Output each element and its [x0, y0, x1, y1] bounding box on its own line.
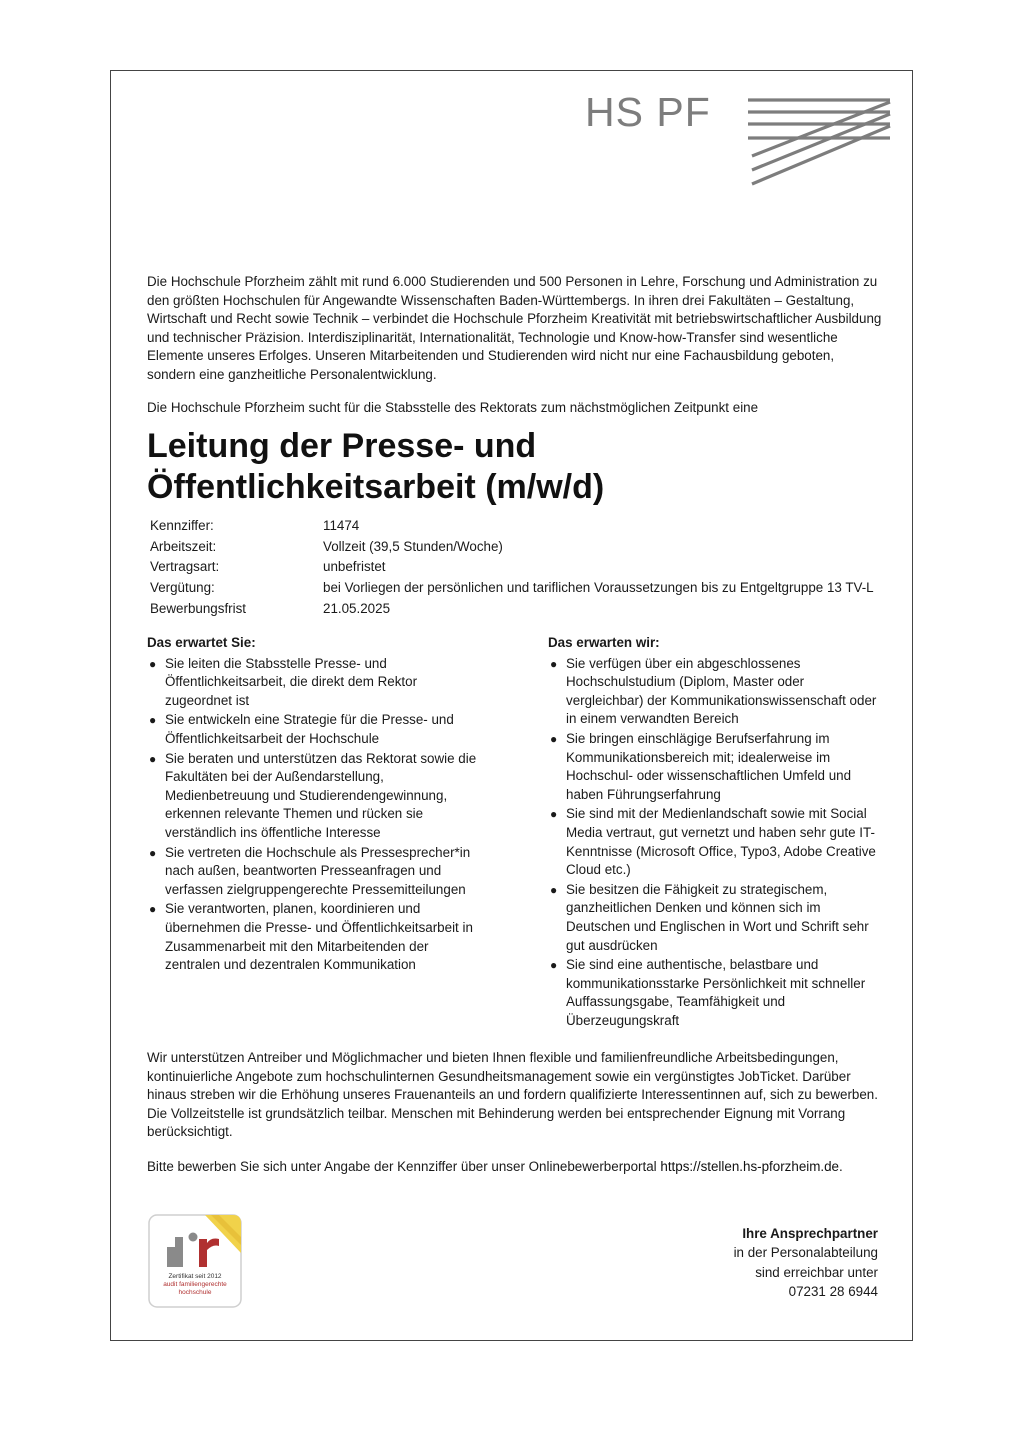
job-title	[147, 426, 604, 508]
contact-heading: Ihre Ansprechpartner	[742, 1226, 878, 1241]
cert-line3: hochschule	[178, 1289, 212, 1296]
list-item-text: Sie entwickeln eine Strategie für die Presse- und Öffentlichkeitsarbeit der Hochschule	[165, 712, 454, 746]
info-value: unbefristet	[323, 559, 386, 575]
info-label: Bewerbungsfrist	[150, 600, 247, 616]
job-title-line1: Leitung der Presse- und	[147, 427, 537, 465]
info-label: Kennziffer:	[150, 518, 214, 533]
info-value: Vollzeit (39,5 Stunden/Woche)	[323, 538, 503, 554]
list-item-text: Sie verantworten, planen, koordinieren und übernehmen die Presse- und Öffentlichkeitsarbeit in Zusammenarbeit mit den Mitarbeitenden der zentralen und dezentralen Kommunikation	[165, 901, 473, 973]
bullet-icon: ●	[550, 807, 558, 822]
bullet-icon: ●	[550, 731, 558, 746]
bullet-icon: ●	[149, 713, 157, 728]
list-item-text: Sie bringen einschlägige Berufserfahrung im Kommunikationsbereich mit; idealerweise im Hochschul- oder wissenschaftlichen Umfeld und haben Führungserfahrung	[566, 730, 852, 802]
list-item	[548, 881, 883, 955]
requirements-column	[548, 634, 883, 1031]
bullet-icon: ●	[550, 958, 558, 973]
list-item	[548, 655, 883, 729]
job-info-table	[150, 516, 890, 619]
list-item	[147, 844, 482, 900]
list-item-text: Sie verfügen über ein abgeschlossenes Hochschulstudium (Diplom, Master oder vergleichbar) der Kommunikationswissenschaft oder in einem verwandten Bereich	[566, 655, 877, 727]
list-item-text: Sie vertreten die Hochschule als Pressesprecher*in nach außen, beantworten Presseanfragen und verfassen zielgruppengerechte Pressemitteilungen	[165, 844, 471, 897]
cert-line1: Zertifikat seit 2012	[168, 1273, 222, 1280]
info-label: Arbeitszeit:	[150, 538, 217, 554]
info-value: 11474	[323, 518, 360, 533]
info-label: Vergütung:	[150, 580, 215, 596]
cert-line2: audit familiengerechte	[163, 1281, 227, 1288]
requirements-list	[548, 655, 883, 1031]
info-value: bei Vorliegen der persönlichen und tariflichen Voraussetzungen bis zu Entgeltgruppe 13 TV-L	[323, 580, 874, 596]
contact-block	[640, 1224, 878, 1302]
info-value: 21.05.2025	[323, 600, 391, 616]
search-line: Die Hochschule Pforzheim sucht für die Stabsstelle des Rektorats zum nächstmöglichen Zeitpunkt eine	[147, 400, 759, 415]
contact-phone: 07231 28 6944	[788, 1284, 878, 1300]
list-item-text: Sie sind mit der Medienlandschaft sowie mit Social Media vertraut, gut vernetzt und haben sehr gute IT-Kenntnisse (Microsoft Office, Typo3, Adobe Creative Cloud etc.)	[566, 806, 876, 878]
list-item	[147, 655, 482, 711]
logo-lines-icon	[744, 94, 894, 194]
apply-line	[147, 1158, 843, 1177]
info-row-kennziffer	[150, 516, 890, 537]
list-item	[147, 711, 482, 748]
support-paragraph: Wir unterstützen Antreiber und Möglichmacher und bieten Ihnen flexible und familienfreundliche Arbeitsbedingungen, kontinuierliche Angebote zum hochschulinternen Gesundheitsmanagement sowie ein vergünstigtes JobTicket. Darüber hinaus streben wir die Erhöhung unseres Frauenanteils an und fordern qualifizierte Interessentinnen auf, sich zu bewerben. Die Vollzeitstelle ist grundsätzlich teilbar. Menschen mit Behinderung werden bei entsprechender Eignung mit Vorrang berücksichtigt.	[147, 1050, 878, 1140]
list-item	[548, 956, 883, 1030]
bullet-icon: ●	[149, 902, 157, 917]
contact-line2: sind erreichbar unter	[755, 1264, 878, 1280]
contact-line1: in der Personalabteilung	[733, 1245, 878, 1261]
info-row-vertragsart	[150, 557, 890, 578]
list-item	[548, 805, 883, 879]
tasks-list	[147, 655, 482, 975]
bullet-icon: ●	[550, 882, 558, 897]
info-label: Vertragsart:	[150, 559, 220, 575]
bullet-icon: ●	[149, 845, 157, 860]
intro-paragraph: Die Hochschule Pforzheim zählt mit rund 6.000 Studierenden und 500 Personen in Lehre, Forschung und Administration zu den größten Hochschulen für Angewandte Wissenschaften Baden-Württembergs. In ihren drei Fakultäten – Gestaltung, Wirtschaft und Recht sowie Technik – verbindet die Hochschule Pforzheim Kreativität mit betriebswirtschaftlicher Ausbildung und technischer Präzision. Interdisziplinarität, Internationalität, Technologie und Know-how-Transfer sind wesentliche Elemente unseres Erfolges. Unseren Mitarbeitenden und Studierenden wird nicht nur eine Fachausbildung geboten, sondern eine ganzheitliche Personalentwicklung.	[147, 274, 882, 382]
list-item	[147, 750, 482, 843]
job-title-line2: Öffentlichkeitsarbeit (m/w/d)	[147, 468, 605, 506]
info-row-arbeitszeit	[150, 537, 890, 558]
portal-link[interactable]: https://stellen.hs-pforzheim.de	[660, 1159, 840, 1174]
info-row-bewerbungsfrist	[150, 599, 890, 620]
bullet-icon: ●	[149, 656, 157, 671]
list-item-text: Sie sind eine authentische, belastbare und kommunikationsstarke Persönlichkeit mit schneller Auffassungsgabe, Teamfähigkeit und Überzeugungskraft	[566, 957, 866, 1028]
tasks-column	[147, 634, 482, 976]
list-item-text: Sie beraten und unterstützen das Rektorat sowie die Fakultäten bei der Außendarstellung, Medienbetreuung und Studierendengewinnung, erkennen relevante Themen und rücken sie verständlich ins öffentliche Interesse	[165, 750, 477, 840]
info-row-verguetung	[150, 578, 890, 599]
apply-text: Bitte bewerben Sie sich unter Angabe der Kennziffer über unser Onlinebewerberportal	[147, 1159, 661, 1174]
apply-end: .	[839, 1159, 843, 1174]
list-item-text: Sie leiten die Stabsstelle Presse- und Öffentlichkeitsarbeit, die direkt dem Rektor zugeordnet ist	[165, 655, 418, 708]
bullet-icon: ●	[149, 751, 157, 766]
tasks-heading: Das erwartet Sie:	[147, 635, 256, 650]
bullet-icon: ●	[550, 656, 558, 671]
list-item	[548, 730, 883, 804]
list-item-text: Sie besitzen die Fähigkeit zu strategischem, ganzheitlichen Denken und können sich im Deutschen und Englischen in Wort und Schrift sehr gut ausdrücken	[566, 881, 869, 953]
list-item	[147, 900, 482, 974]
logo-hspf: HS PF	[585, 89, 711, 135]
requirements-heading: Das erwarten wir:	[548, 635, 660, 650]
